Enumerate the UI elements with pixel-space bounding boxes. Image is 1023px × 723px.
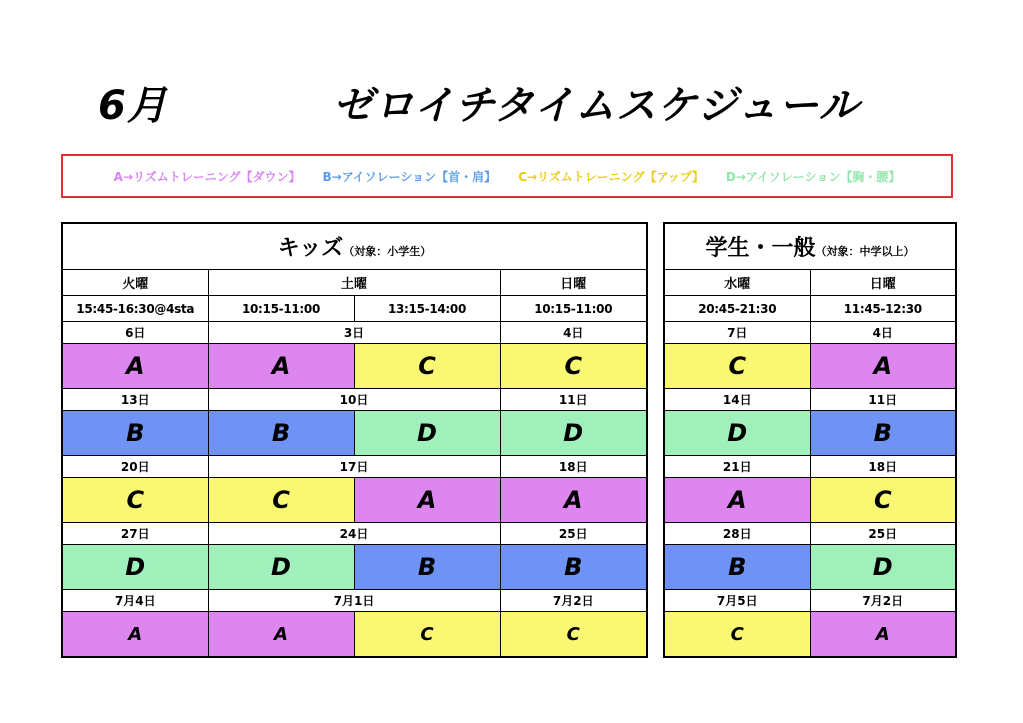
date-row	[62, 322, 647, 344]
class-cell: A	[810, 344, 956, 389]
date-cell: 10日	[208, 389, 500, 411]
class-cell: C	[500, 344, 647, 389]
class-cell: B	[810, 411, 956, 456]
date-row	[664, 389, 956, 411]
class-cell: C	[664, 612, 810, 658]
legend-item-c: C→リズムトレーニング【アップ】	[518, 169, 704, 184]
legend-item-d: D→アイソレーション【胸・腰】	[725, 169, 901, 184]
class-cell: D	[810, 545, 956, 590]
class-cell: C	[354, 344, 500, 389]
class-cell: C	[664, 344, 810, 389]
kids-day-tue: 火曜	[62, 270, 208, 296]
class-cell: A	[810, 612, 956, 658]
class-cell: D	[664, 411, 810, 456]
class-cell: C	[62, 478, 208, 523]
kids-schedule-table	[61, 222, 648, 658]
class-cell: C	[354, 612, 500, 658]
class-cell: D	[500, 411, 647, 456]
date-cell: 7月2日	[810, 590, 956, 612]
class-row	[664, 545, 956, 590]
kids-day-sat: 土曜	[208, 270, 500, 296]
date-cell: 20日	[62, 456, 208, 478]
class-cell: B	[208, 411, 354, 456]
general-schedule-table	[663, 222, 957, 658]
class-cell: B	[62, 411, 208, 456]
class-cell: D	[62, 545, 208, 590]
kids-time-1: 15:45-16:30@4sta	[62, 296, 208, 322]
date-cell: 6日	[62, 322, 208, 344]
date-cell: 11日	[500, 389, 647, 411]
class-cell: B	[500, 545, 647, 590]
date-row	[664, 456, 956, 478]
class-row	[62, 612, 647, 658]
class-cell: A	[62, 612, 208, 658]
kids-time-4: 10:15-11:00	[500, 296, 647, 322]
class-cell: A	[500, 478, 647, 523]
month-label: 6月	[98, 83, 168, 129]
class-cell: C	[500, 612, 647, 658]
class-row	[62, 411, 647, 456]
date-cell: 3日	[208, 322, 500, 344]
kids-time-2: 10:15-11:00	[208, 296, 354, 322]
class-cell: C	[810, 478, 956, 523]
class-row	[664, 344, 956, 389]
date-cell: 13日	[62, 389, 208, 411]
date-cell: 17日	[208, 456, 500, 478]
date-row	[62, 590, 647, 612]
class-row	[664, 478, 956, 523]
date-cell: 7月1日	[208, 590, 500, 612]
kids-title: キッズ	[277, 236, 344, 261]
kids-day-sun: 日曜	[500, 270, 647, 296]
date-cell: 7日	[664, 322, 810, 344]
date-row	[664, 590, 956, 612]
general-time-2: 11:45-12:30	[810, 296, 956, 322]
legend-item-a: A→リズムトレーニング【ダウン】	[113, 169, 301, 184]
legend-item-b: B→アイソレーション【首・肩】	[322, 169, 497, 184]
class-cell: B	[354, 545, 500, 590]
date-cell: 7月4日	[62, 590, 208, 612]
class-row	[664, 612, 956, 658]
date-cell: 21日	[664, 456, 810, 478]
date-cell: 4日	[810, 322, 956, 344]
general-day-wed: 水曜	[664, 270, 810, 296]
legend-box	[61, 154, 953, 198]
class-row	[664, 411, 956, 456]
date-cell: 7月5日	[664, 590, 810, 612]
date-row	[664, 523, 956, 545]
date-row	[62, 456, 647, 478]
class-row	[62, 344, 647, 389]
date-row	[62, 389, 647, 411]
date-cell: 18日	[500, 456, 647, 478]
class-cell: C	[208, 478, 354, 523]
kids-time-3: 13:15-14:00	[354, 296, 500, 322]
class-cell: A	[354, 478, 500, 523]
date-cell: 14日	[664, 389, 810, 411]
general-subtitle: （対象：中学以上）	[815, 245, 915, 258]
date-cell: 24日	[208, 523, 500, 545]
class-cell: D	[354, 411, 500, 456]
class-cell: A	[664, 478, 810, 523]
date-row	[664, 322, 956, 344]
class-row	[62, 545, 647, 590]
class-cell: A	[62, 344, 208, 389]
class-cell: B	[664, 545, 810, 590]
general-time-1: 20:45-21:30	[664, 296, 810, 322]
date-cell: 25日	[500, 523, 647, 545]
date-cell: 25日	[810, 523, 956, 545]
date-cell: 4日	[500, 322, 647, 344]
page-title: ゼロイチタイムスケジュール	[333, 83, 860, 129]
date-cell: 27日	[62, 523, 208, 545]
date-row	[62, 523, 647, 545]
general-title: 学生・一般	[705, 236, 816, 261]
kids-header	[62, 223, 647, 270]
date-cell: 18日	[810, 456, 956, 478]
general-day-sun: 日曜	[810, 270, 956, 296]
date-cell: 7月2日	[500, 590, 647, 612]
class-cell: A	[208, 344, 354, 389]
date-cell: 11日	[810, 389, 956, 411]
class-cell: D	[208, 545, 354, 590]
class-row	[62, 478, 647, 523]
class-cell: A	[208, 612, 354, 658]
general-header	[664, 223, 956, 270]
date-cell: 28日	[664, 523, 810, 545]
kids-subtitle: （対象：小学生）	[343, 245, 432, 258]
